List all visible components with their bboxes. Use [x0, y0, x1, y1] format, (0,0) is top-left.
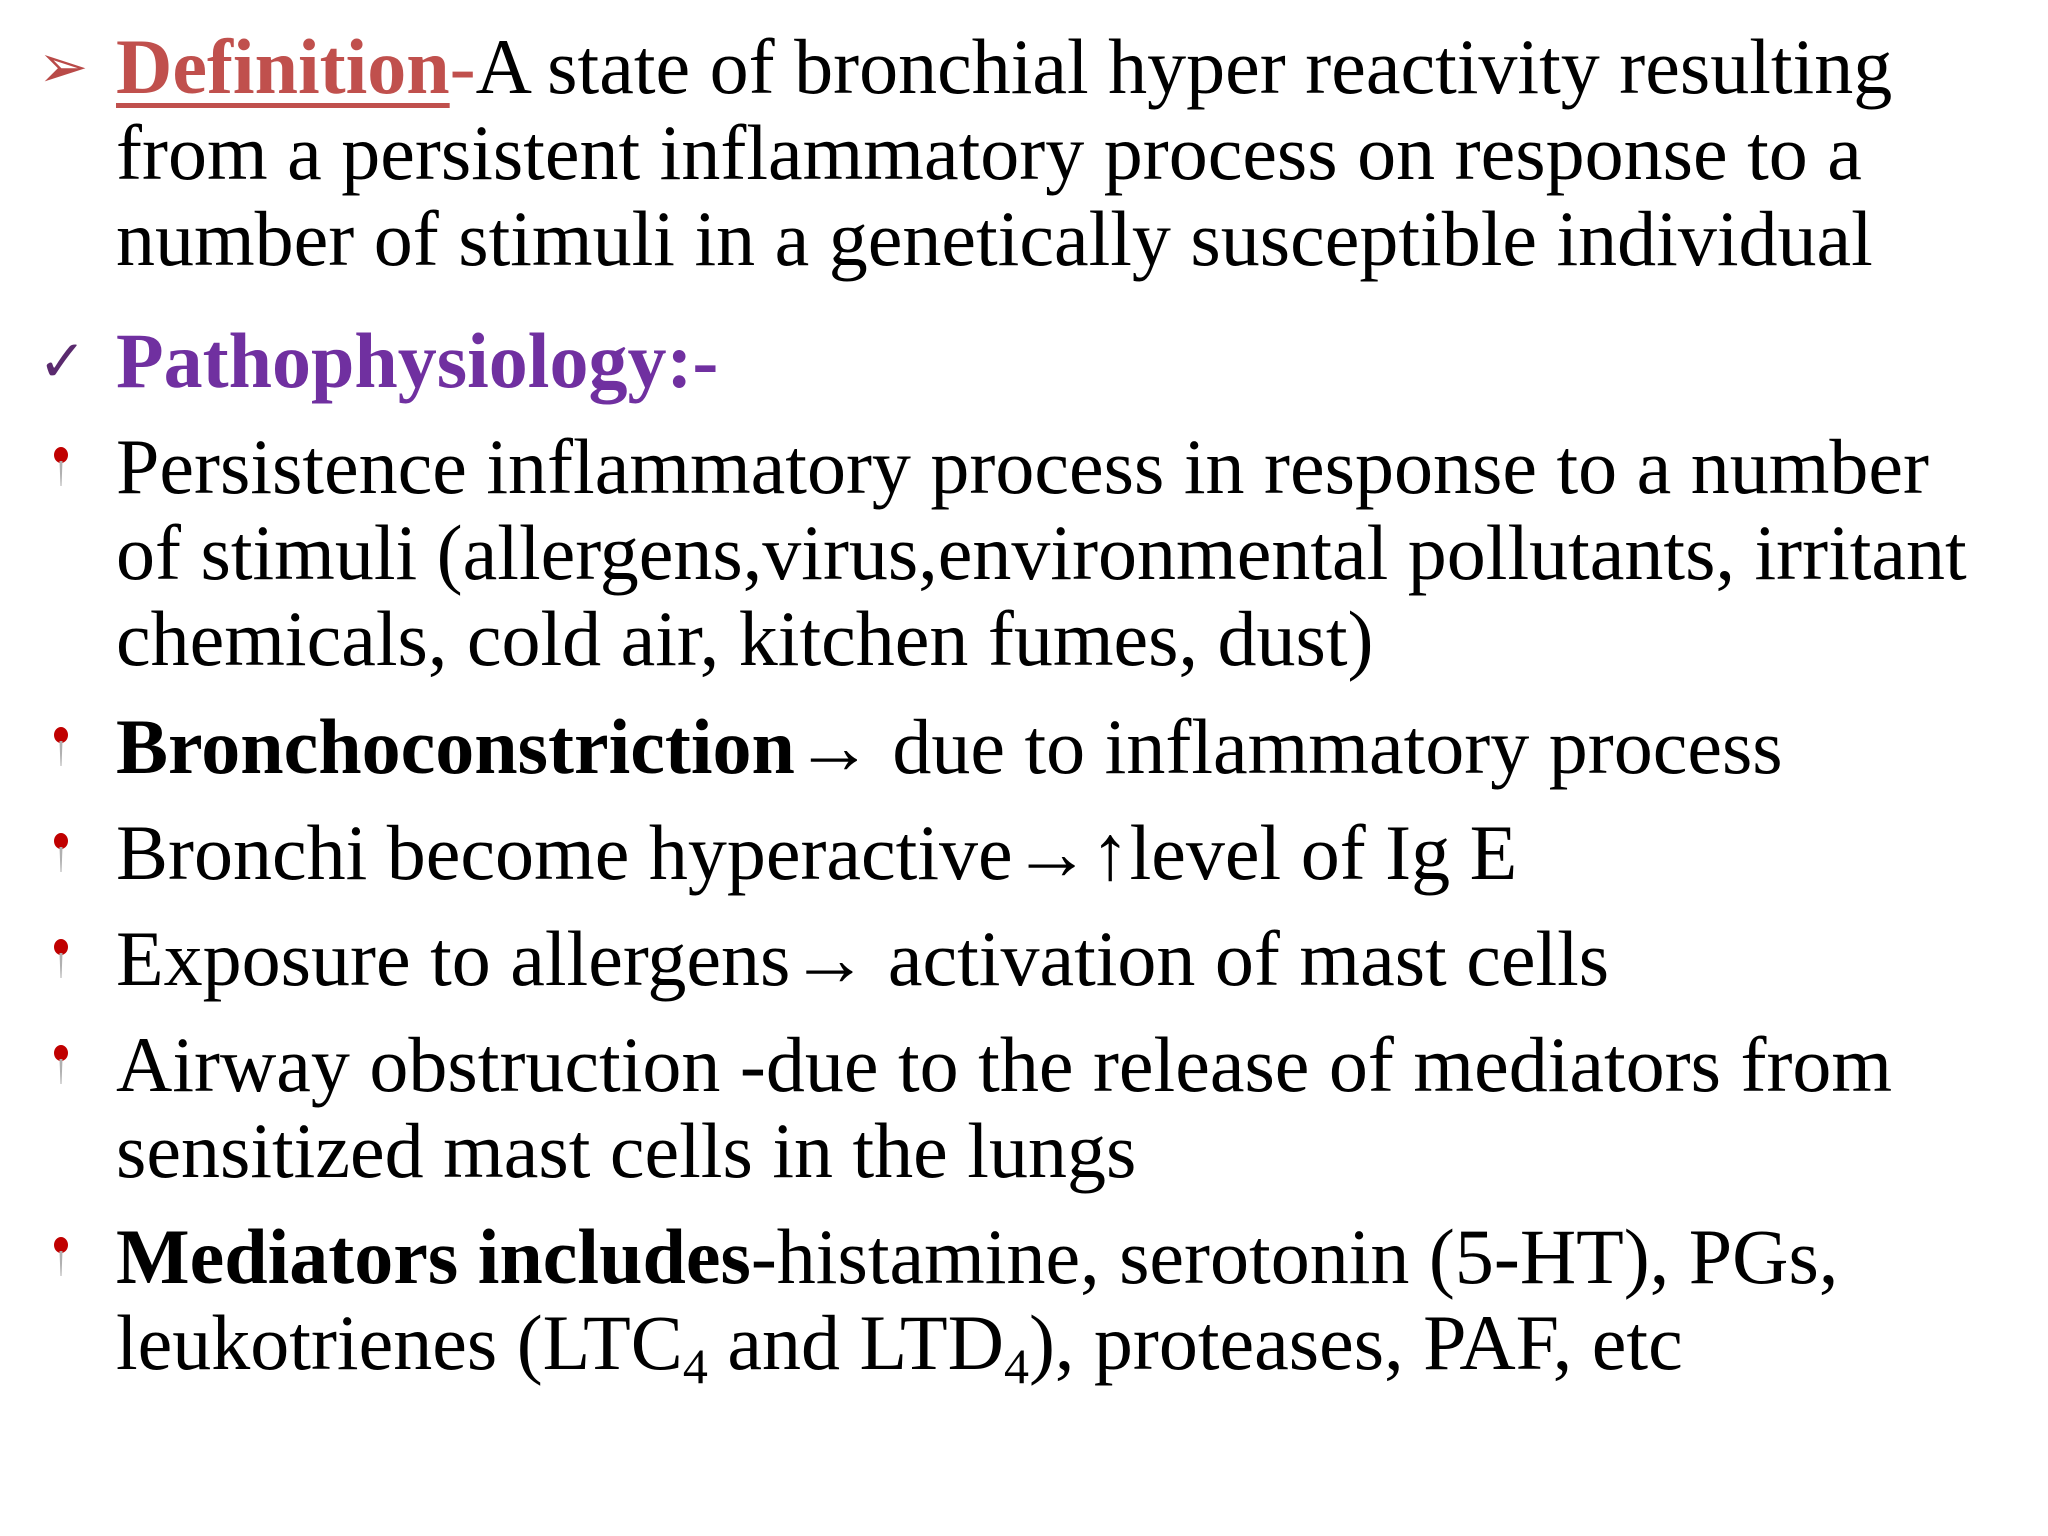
bullet-3-text: Bronchi become hyperactive→↑level of Ig E [116, 809, 1518, 896]
definition-dash: - [449, 23, 476, 110]
pin-bullet-icon [52, 1236, 70, 1278]
bullet-6-part-c: ), proteases, PAF, etc [1028, 1299, 1683, 1386]
list-item [38, 1213, 2028, 1394]
bullet-5-line-1: Airway obstruction -due to the release of mediators from [116, 1021, 1893, 1108]
definition-line-1: A state of bronchial hyper reactivity resulting [475, 23, 1893, 110]
definition-title: Definition [116, 23, 450, 110]
definition-text [116, 24, 2028, 282]
pin-bullet-icon [52, 726, 70, 768]
check-bullet-icon: ✓ [38, 327, 87, 395]
bullet-6-part-b: and LTD [707, 1299, 1004, 1386]
bullet-6-sub-b: 4 [1003, 1338, 1029, 1394]
bullet-6-sub-a: 4 [682, 1338, 708, 1394]
bullet-1-line-1: Persistence inflammatory process in response to a number [116, 423, 1930, 510]
pathophysiology-item [38, 318, 2028, 404]
pathophysiology-title: Pathophysiology:- [116, 317, 719, 404]
bullet-6-part-a: leukotrienes (LTC [116, 1299, 683, 1386]
pin-bullet-icon [52, 446, 70, 488]
definition-line-3: number of stimuli in a genetically susceptible individual [116, 195, 1873, 282]
bullet-4-text: Exposure to allergens→ activation of mast cells [116, 915, 1610, 1002]
bullet-1-line-2: of stimuli (allergens,virus,environmental pollutants, irritant [116, 509, 1967, 596]
bullet-1-line-3: chemicals, cold air, kitchen fumes, dust) [116, 595, 1374, 682]
bullet-6-bold: Mediators includes [116, 1213, 751, 1300]
bullet-5-line-2: sensitized mast cells in the lungs [116, 1107, 1137, 1194]
bullet-6-rest: -histamine, serotonin (5-HT), PGs, [750, 1213, 1839, 1300]
bullet-2-rest: → due to inflammatory process [794, 703, 1783, 790]
list-item [38, 424, 2028, 682]
list-item [38, 1022, 2028, 1194]
definition-line-2: from a persistent inflammatory process on response to a [116, 109, 1862, 196]
definition-item [38, 24, 2028, 282]
pathophysiology-heading [116, 318, 2028, 404]
pin-bullet-icon [52, 1044, 70, 1086]
list-item [38, 704, 2028, 790]
bullet-2-bold: Bronchoconstriction [116, 703, 795, 790]
arrow-bullet-icon: ➢ [38, 32, 89, 102]
list-item [38, 810, 2028, 896]
pin-bullet-icon [52, 938, 70, 980]
list-item [38, 916, 2028, 1002]
pin-bullet-icon [52, 832, 70, 874]
